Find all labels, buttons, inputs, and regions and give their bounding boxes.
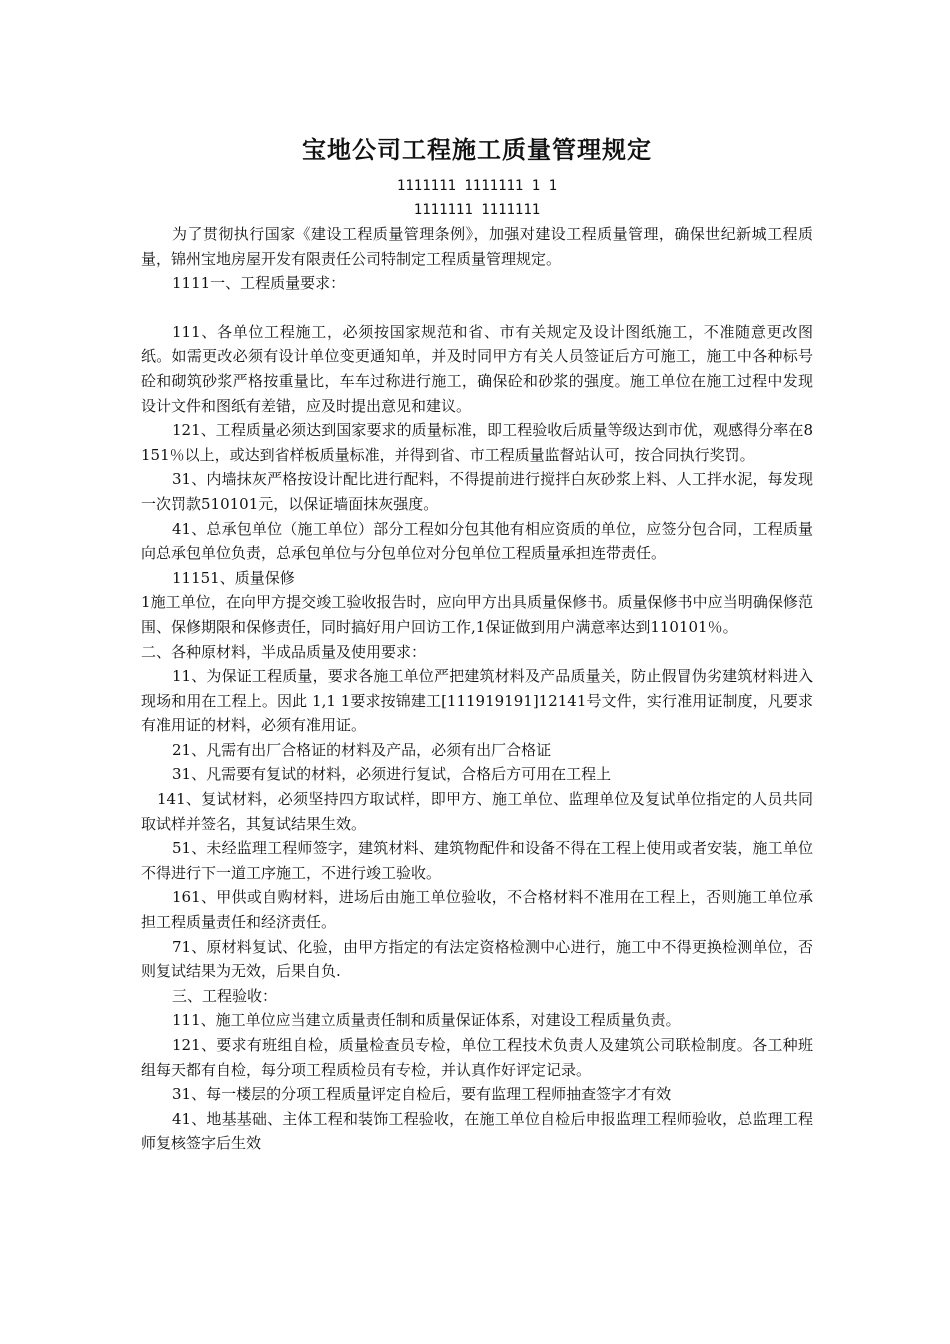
section-2-item-7: 71、原材料复试、化验，由甲方指定的有法定资格检测中心进行，施工中不得更换检测单位，否则复试结果为无效，后果自负. bbox=[141, 937, 813, 981]
document-page bbox=[141, 130, 813, 1156]
section-2-item-6: 161、甲供或自购材料，进场后由施工单位验收，不合格材料不准用在工程上，否则施工单位承担工程质量责任和经济责任。 bbox=[141, 888, 813, 932]
section-3-item-4: 41、地基基础、主体工程和装饰工程验收，在施工单位自检后申报监理工程师验收，总监理工程师复核签字后生效 bbox=[141, 1109, 813, 1153]
section-1-item-5: 1施工单位，在向甲方提交竣工验收报告时，应向甲方出具质量保修书。质量保修书中应当明确保修范围、保修期限和保修责任，同时搞好用户回访工作,1保证做到用户满意率达到110101％。 bbox=[141, 593, 813, 636]
section-1-item-2: 121、工程质量必须达到国家要求的质量标准，即工程验收后质量等级达到市优，观感得分率在8151％以上，或达到省样板质量标准，并得到省、市工程质量监督站认可，按合同执行奖罚。 bbox=[141, 421, 813, 464]
section-3-item-3: 31、每一楼层的分项工程质量评定自检后，要有监理工程师抽查签字才有效 bbox=[172, 1085, 672, 1104]
subtitle-line-1: 1111111 1111111 1 1 bbox=[396, 178, 558, 194]
intro-paragraph: 为了贯彻执行国家《建设工程质量管理条例》，加强对建设工程质量管理，确保世纪新城工程质量，锦州宝地房屋开发有限责任公司特制定工程质量管理规定。 bbox=[141, 225, 813, 268]
section-3-heading: 三、工程验收： bbox=[172, 986, 278, 1005]
section-1-item-5-heading: 11151、质量保修 bbox=[172, 568, 295, 587]
section-3-item-2: 121、要求有班组自检，质量检查员专检，单位工程技术负责人及建筑公司联检制度。各工种班组每天都有自检，每分项工程质检员有专检，并认真作好评定记录。 bbox=[141, 1036, 813, 1079]
section-2-item-2: 21、凡需有出厂合格证的材料及产品，必须有出厂合格证 bbox=[172, 740, 552, 759]
section-2-item-1: 11、为保证工程质量，要求各施工单位严把建筑材料及产品质量关，防止假冒伪劣建筑材料进入现场和用在工程上。因此 1,1 1要求按锦建工[111919191]12141号文件，实行准用证制度，凡要求有准用证的材料，必须有准用证。 bbox=[141, 667, 813, 735]
section-2-item-5: 51、未经监理工程师签字，建筑材料、建筑物配件和设备不得在工程上使用或者安装，施工单位不得进行下一道工序施工，不进行竣工验收。 bbox=[141, 839, 813, 882]
section-2-item-3: 31、凡需要有复试的材料，必须进行复试，合格后方可用在工程上 bbox=[172, 765, 612, 784]
section-1-heading: 1111一、工程质量要求： bbox=[172, 274, 346, 293]
section-3-item-1: 111、施工单位应当建立质量责任制和质量保证体系，对建设工程质量负责。 bbox=[172, 1011, 681, 1030]
document-title: 宝地公司工程施工质量管理规定 bbox=[302, 135, 652, 164]
section-1-item-3: 31、内墙抹灰严格按设计配比进行配料，不得提前进行搅拌白灰砂浆上料、人工拌水泥，每发现一次罚款510101元，以保证墙面抹灰强度。 bbox=[141, 470, 813, 513]
section-1-item-1: 111、各单位工程施工，必须按国家规范和省、市有关规定及设计图纸施工，不准随意更改图纸。如需更改必须有设计单位变更通知单，并及时同甲方有关人员签证后方可施工，施工中各种标号砼和砌筑砂浆严格按重量比，车车过称进行施工，确保砼和砂浆的强度。施工单位在施工过程中发现设计文件和图纸有差错，应及时提出意见和建议。 bbox=[141, 322, 813, 415]
subtitle-line-2: 1111111 1111111 bbox=[413, 202, 541, 218]
section-2-item-4: 141、复试材料，必须坚持四方取试样，即甲方、施工单位、监理单位及复试单位指定的人员共同取试样并签名，其复试结果生效。 bbox=[141, 790, 813, 833]
blank-line bbox=[141, 296, 813, 320]
section-1-item-4: 41、总承包单位（施工单位）部分工程如分包其他有相应资质的单位，应签分包合同，工程质量向总承包单位负责，总承包单位与分包单位对分包单位工程质量承担连带责任。 bbox=[141, 519, 813, 563]
section-2-heading: 二、各种原材料，半成品质量及使用要求： bbox=[141, 642, 427, 661]
